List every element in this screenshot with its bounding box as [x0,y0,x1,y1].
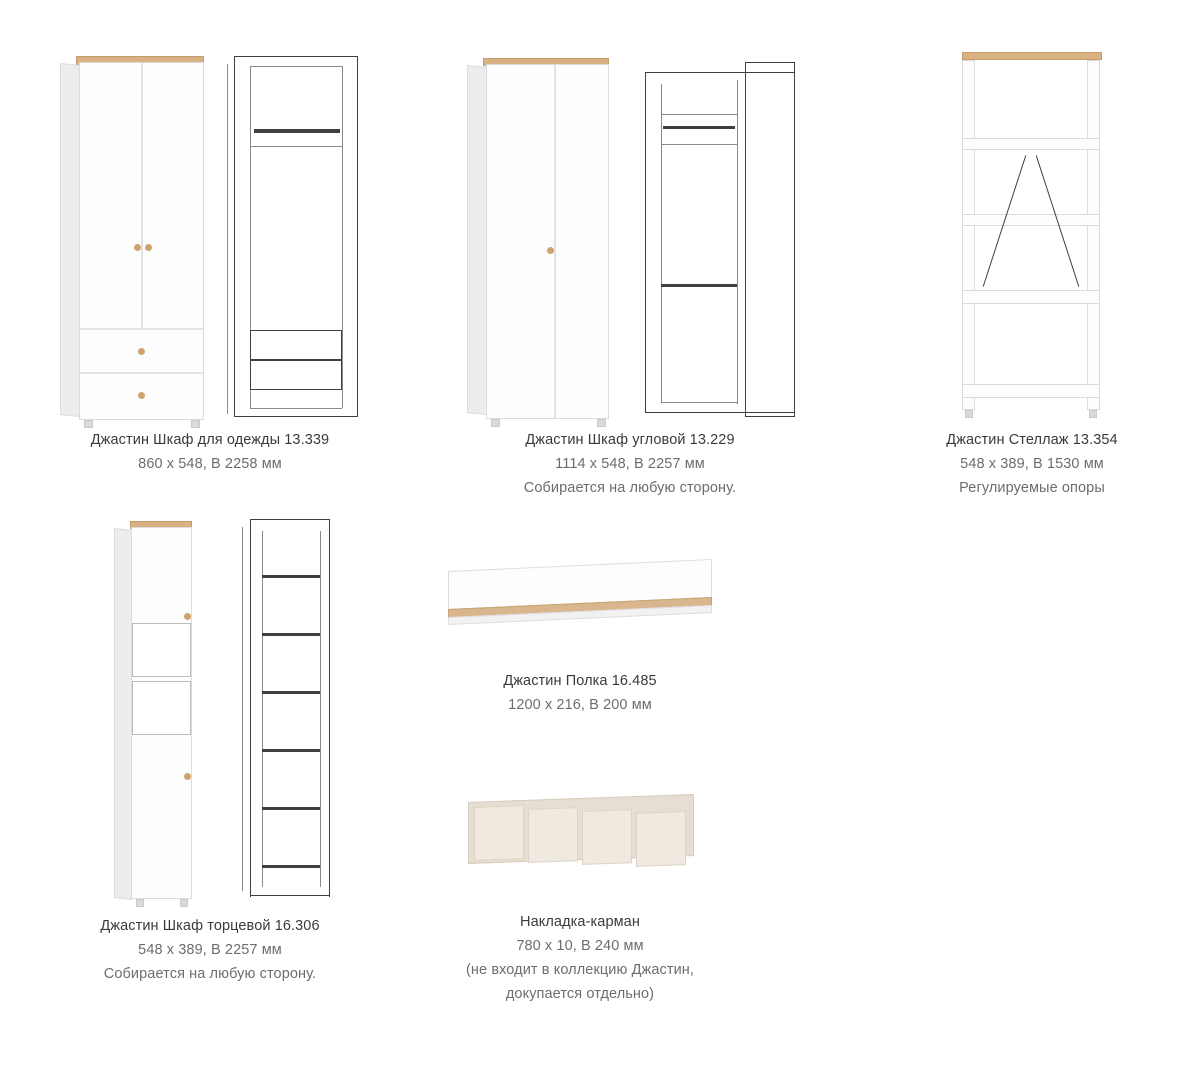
shelving-right-post [1087,60,1100,410]
open-niche-2 [132,681,191,735]
pocket-3 [582,809,632,865]
shelving-leg-right [1089,410,1097,418]
wire-shelf-1 [661,114,737,115]
pocket-overlay-render [450,780,710,870]
wire-inner-left [262,531,263,887]
product-images-shelving-13354 [880,14,1184,414]
door-knob [547,247,554,254]
open-niche-1 [132,623,191,677]
product-name: Джастин Шкаф торцевой 16.306 [100,918,320,934]
wire-shelf-3 [661,284,737,287]
product-dimensions: 1200 x 216, В 200 мм [508,697,652,713]
cabinet-leg-right [191,420,200,428]
caption-shelf-16485 [400,669,760,717]
wire-shelf-5 [262,807,320,810]
cabinet-leg-left [84,420,93,428]
product-card-wardrobe-13339[interactable] [0,14,420,476]
wire-shelf-4 [262,749,320,752]
cabinet-left-side [114,528,132,900]
cabinet-left-side [60,63,80,417]
wire-hanging-rail [663,126,735,129]
product-name: Джастин Стеллаж 13.354 [946,432,1118,448]
caption-corner-wardrobe-13229 [420,428,840,500]
wire-shelf-2 [262,633,320,636]
wire-door-top [745,62,795,63]
product-dimensions: 548 x 389, В 1530 мм [960,456,1104,472]
wire-left-edge [645,72,646,412]
wire-inner-top [250,66,342,67]
wardrobe-render [46,34,206,414]
wire-left-edge [234,56,235,416]
product-name: Джастин Шкаф угловой 13.229 [525,432,735,448]
cabinet-leg-left [136,899,144,907]
caption-shelving-13354 [880,428,1184,500]
wire-bottom-edge [645,412,795,413]
door-knob-top [184,613,191,620]
wire-drawer-2 [250,360,342,390]
cabinet-leg-right [597,419,606,427]
door-seam [554,65,556,418]
wire-top-edge [234,56,358,57]
door-seam [141,63,143,328]
wire-bottom-edge [234,416,358,417]
shelving-left-post [962,60,975,410]
product-dimensions: 548 x 389, В 2257 мм [138,942,282,958]
product-name: Джастин Шкаф для одежды 13.339 [90,432,330,448]
product-images-end-cabinet-16306 [0,500,420,900]
product-note-line2: докупается отдельно) [505,986,655,1002]
cabinet-leg-right [180,899,188,907]
cabinet-leg-left [491,419,500,427]
drawer-seam-1 [80,328,203,330]
product-note: Регулируемые опоры [959,480,1105,496]
wire-shelf-3 [262,691,320,694]
end-cabinet-wireframe [234,505,354,900]
door-knob-bottom [184,773,191,780]
shelf-render [415,535,745,645]
wire-right-edge [794,62,795,417]
caption-end-cabinet-16306 [0,914,420,986]
drawer-seam-2 [80,372,203,374]
caption-pocket-overlay [400,910,760,1006]
wire-shelf-2 [661,144,737,145]
shelving-render [952,34,1112,414]
wire-bottom-edge [250,895,330,896]
product-images-wardrobe-13339 [0,14,420,414]
caption-wardrobe-13339 [0,428,420,476]
product-note: Собирается на любую сторону. [523,480,737,496]
product-images-pocket-overlay [400,770,760,870]
wire-shelf-bottom [661,402,737,403]
shelving-leg-left [965,410,973,418]
product-images-shelf-16485 [400,530,760,645]
door-knob-left [134,244,141,251]
wire-side-depth [227,64,228,414]
product-dimensions: 780 x 10, В 240 мм [516,938,644,954]
product-note: Собирается на любую сторону. [103,966,317,982]
product-card-shelving-13354[interactable] [880,14,1184,500]
wire-side-depth [242,527,243,891]
corner-wardrobe-wireframe [639,34,809,414]
product-note-line1: (не входит в коллекцию Джастин, [465,962,695,978]
shelf-3 [962,290,1100,304]
drawer-knob-2 [138,392,145,399]
cabinet-front [486,64,609,419]
drawer-knob-1 [138,348,145,355]
pocket-4 [636,811,686,867]
shelf-4 [962,384,1100,398]
product-name: Накладка-карман [520,914,640,930]
pocket-2 [528,807,578,863]
product-dimensions: 1114 x 548, В 2257 мм [555,456,705,472]
wire-inner-right [737,80,738,404]
product-dimensions: 860 x 548, В 2258 мм [138,456,282,472]
end-cabinet-render [66,505,216,900]
pocket-1 [474,805,524,861]
wire-door-divider [745,62,746,417]
wardrobe-wireframe [224,34,374,414]
wire-top-edge [250,519,330,520]
corner-wardrobe-render [451,34,621,414]
wire-inner-right [342,66,343,408]
product-card-end-cabinet-16306[interactable] [0,500,420,986]
wire-shelf-1 [262,575,320,578]
cabinet-left-side [467,65,487,415]
product-name: Джастин Полка 16.485 [503,673,657,689]
product-card-pocket-overlay[interactable] [400,770,760,1006]
wire-shelf-6 [262,865,320,868]
wire-shelf-under-rail [250,146,342,147]
wire-inner-left [661,84,662,402]
wire-right-edge [357,56,358,416]
wire-top-edge [645,72,795,73]
wire-drawer-1 [250,330,342,360]
wire-inner-right [320,531,321,887]
wood-top-panel [962,52,1102,60]
wire-door-bottom [745,416,795,417]
door-knob-right [145,244,152,251]
shelf-2 [962,214,1100,226]
product-card-corner-wardrobe-13229[interactable] [420,14,840,500]
wire-right-edge [329,519,330,897]
wire-left-edge [250,519,251,897]
wire-inner-bottom [250,408,342,409]
wire-hanging-rail [254,129,340,133]
product-images-corner-wardrobe-13229 [420,14,840,414]
product-card-shelf-16485[interactable] [400,530,760,717]
shelf-1 [962,138,1100,150]
